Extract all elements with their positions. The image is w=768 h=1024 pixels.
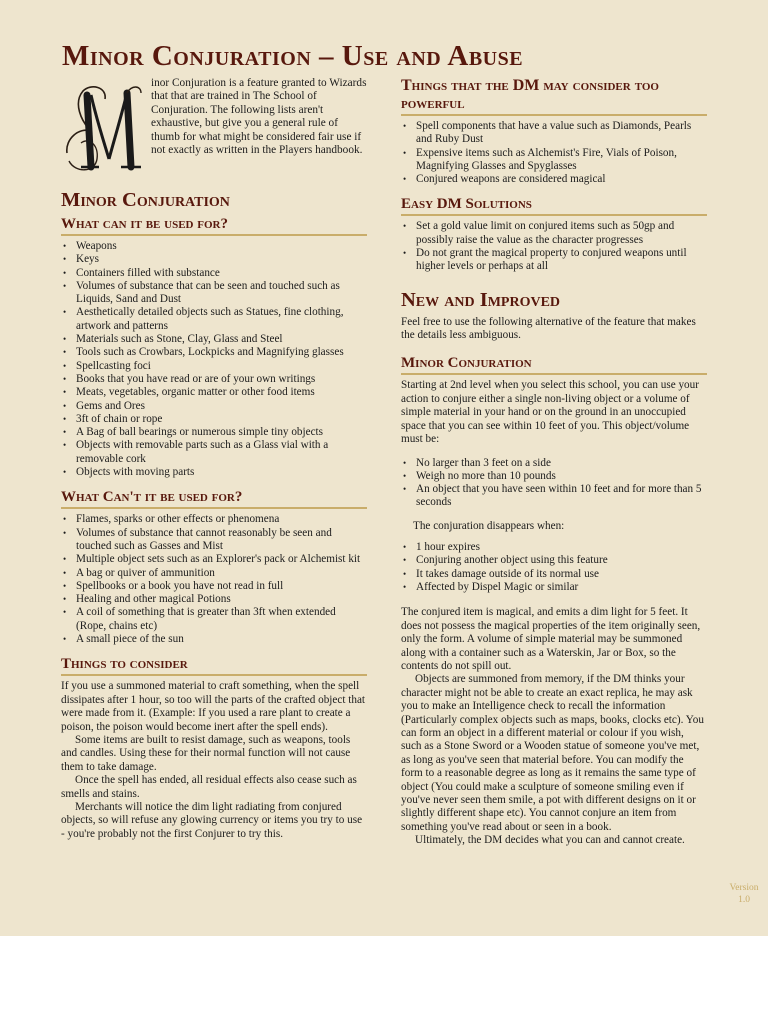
list-item: • Containers filled with substance [61,267,367,280]
list-can-use [61,240,367,479]
list-item: • Weapons [61,240,367,253]
paragraph: Ultimately, the DM decides what you can and cannot create. [415,834,685,847]
page-title: Minor Conjuration – Use and Abuse [62,40,524,72]
list-item: • A small piece of the sun [61,633,367,646]
list-item: • 3ft of chain or rope [61,413,367,426]
paragraph: Objects are summoned from memory, if the DM thinks your character might not be able to create an exact replica, he may ask you to make an Intelligence check to recall the information (Particularly complex objects such as maps, books, clocks etc). You can form an object in a different material or colour if you wish, such as a Stone Sword or a Wooden statue of someone you've met, as long as you've seen that material before. You can modify the form to a reasonable degree as long as it remains the same type of object (You could make a sculpture of someone smiling even if you've never seen them smile, a pot with different designs on it or slightly different shape etc). You cannot conjure an item from something you've read about or seen in a book. [401,673,704,833]
heading-minor-conjuration: Minor Conjuration [61,189,230,211]
list-cant-use [61,513,367,646]
list-item: • Set a gold value limit on conjured items such as 50gp and possibly raise the value as the character progresses [401,220,707,247]
list-item: • Gems and Ores [61,400,367,413]
list-item: • Conjured weapons are considered magical [401,173,707,186]
heading-things-to-consider: Things to consider [61,655,367,676]
list-item: • Conjuring another object using this feature [401,554,707,567]
consider-body [61,680,367,841]
version-label [722,882,766,906]
paragraph: If you use a summoned material to craft something, when the spell dissipates after 1 hour, so too will the parts of the crafted object that were made from it. (Example: If you used a rare plant to create a poison, the poison would become inert after the spell ends). [61,680,366,733]
list-item: • Weigh no more than 10 pounds [401,470,707,483]
list-item: • An object that you have seen within 10 feet and for more than 5 seconds [401,483,707,510]
list-item: • Keys [61,253,367,266]
list-must-be [401,457,707,510]
new-intro-text: Feel free to use the following alternative of the feature that makes the details less ambiguous. [401,315,696,342]
heading-new-and-improved: New and Improved [401,288,561,311]
list-item: • 1 hour expires [401,541,707,554]
list-item: • Spell components that have a value such as Diamonds, Pearls and Ruby Dust [401,120,707,147]
left-column [61,77,367,841]
list-item: • A Bag of ball bearings or numerous simple tiny objects [61,426,367,439]
heading-minor-conjuration-new: Minor Conjuration [401,354,707,375]
list-item: • It takes damage outside of its normal use [401,568,707,581]
list-item: • A coil of something that is greater than 3ft when extended (Rope, chains etc) [61,606,367,633]
heading-easy-solutions: Easy DM Solutions [401,195,707,216]
list-easy-solutions [401,220,707,273]
list-disappears-when [401,541,707,594]
list-item: • Books that you have read or are of your own writings [61,373,367,386]
list-item: • Meats, vegetables, organic matter or other food items [61,386,367,399]
list-item: • Spellcasting foci [61,360,367,373]
paragraph: Merchants will notice the dim light radiating from conjured objects, so will refuse any glowing currency or items you try to use - you're probably not the first Conjurer to try this. [61,800,363,840]
heading-too-powerful: Things that the DM may consider too powerful [401,77,707,116]
version-word: Version [729,883,759,893]
list-item: • Multiple object sets such as an Explorer's pack or Alchemist kit [61,553,367,566]
paragraph: Once the spell has ended, all residual effects also cease such as smells and stains. [61,774,357,800]
list-item: • Spellbooks or a book you have not read in full [61,580,367,593]
minor-conjuration-text: Starting at 2nd level when you select this school, you can use your action to conjure either a single non-living object or a volume of simple material in your hand or on the ground in an unoccupied space that you can see within 10 feet of you. This object/volume must be: [401,379,699,446]
rules-body [401,606,707,847]
list-item: • Tools such as Crowbars, Lockpicks and Magnifying glasses [61,346,367,359]
paragraph: Some items are built to resist damage, such as weapons, tools and candles. Using these for their normal function will not cause them to take damage. [61,733,351,773]
list-item: • Objects with removable parts such as a Glass vial with a removable cork [61,439,367,466]
heading-can-use: What can it be used for? [61,215,367,236]
list-item: • Flames, sparks or other effects or phenomena [61,513,367,526]
drop-cap-letter: M [61,81,62,82]
list-item: • Expensive items such as Alchemist's Fire, Vials of Poison, Magnifying Glasses and Spyglasses [401,147,707,174]
paragraph: The conjured item is magical, and emits a dim light for 5 feet. It does not possess the magical properties of the item originally seen, only the form. A volume of simple material may be summoned along with a container such as a Waterskin, Jar or Box, so the contents do not spill out. [401,606,701,672]
list-item: • Objects with moving parts [61,466,367,479]
heading-cant-use: What Can't it be used for? [61,488,367,509]
list-item: • A bag or quiver of ammunition [61,567,367,580]
list-item: • Healing and other magical Potions [61,593,367,606]
list-item: • Do not grant the magical property to conjured weapons until higher levels or perhaps at all [401,247,707,274]
list-item: • Volumes of substance that can be seen and touched such as Liquids, Sand and Dust [61,280,367,307]
list-item: • No larger than 3 feet on a side [401,457,707,470]
version-number: 1.0 [738,895,750,905]
drop-cap-m [61,81,145,177]
intro-text: inor Conjuration is a feature granted to Wizards that that are trained in The School of Conjuration. The following lists aren't exhaustive, but give you a general rule of thumb for what might be considered fair use if not exactly as written in the Players handbook. [151,77,367,157]
right-column [401,77,707,848]
list-item: • Aesthetically detailed objects such as Statues, fine clothing, artwork and patterns [61,306,367,333]
list-item: • Volumes of substance that cannot reasonably be seen and touched such as Gasses and Mist [61,527,367,554]
list-item: • Affected by Dispel Magic or similar [401,581,707,594]
list-item: • Materials such as Stone, Clay, Glass and Steel [61,333,367,346]
intro-block [61,77,367,181]
disappears-text: The conjuration disappears when: [413,519,565,532]
list-too-powerful [401,120,707,186]
